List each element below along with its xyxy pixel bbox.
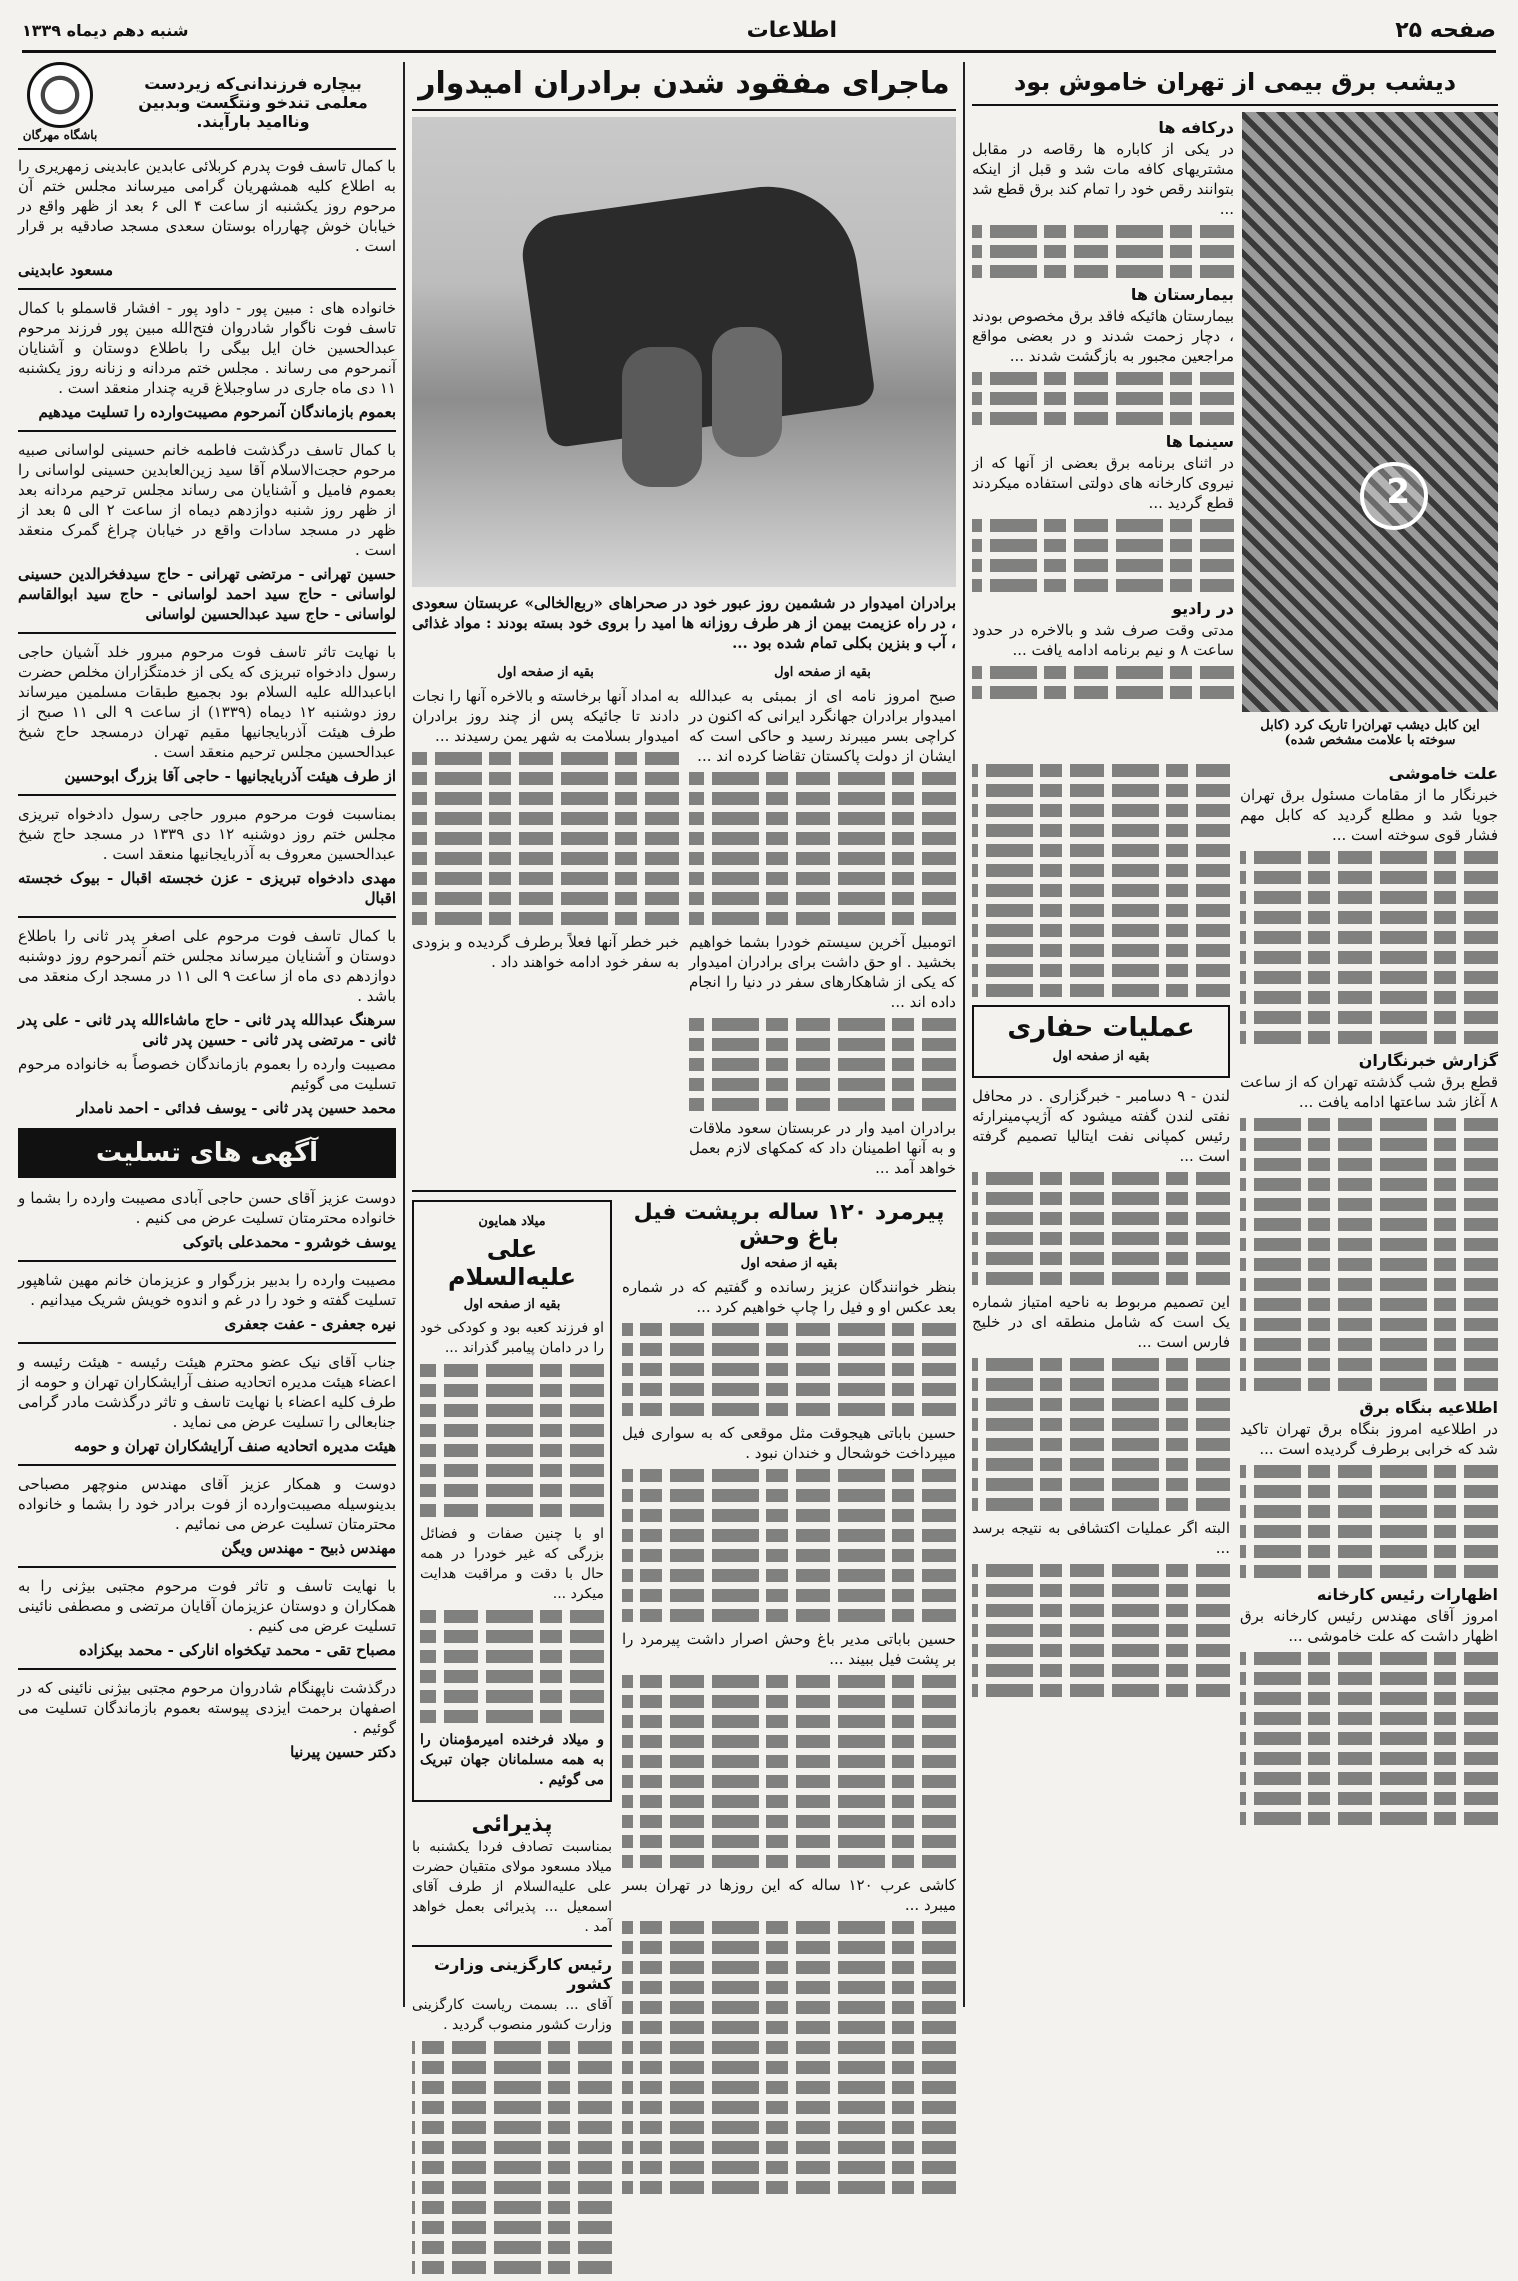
ad-signature: نیره جعفری - عفت جعفری bbox=[224, 1315, 396, 1333]
ali-birthday-box bbox=[412, 1200, 612, 1802]
ministry-headline: رئیس کارگزینی وزارت کشور bbox=[434, 1955, 612, 1993]
issue-date: شنبه دهم دیماه ۱۳۳۹ bbox=[22, 20, 189, 40]
section-title: اطلاعیه بنگاه برق bbox=[1359, 1398, 1498, 1417]
intro-line: وناامید بارآیند. bbox=[196, 111, 310, 131]
notice-text: با کمال تاسف فوت پدرم کربلائی عابدین عابدینی زمهریری را به اطلاع کلیه همشهریان گرامی میرساند مجلس ختم آن مرحوم روز یکشنبه از ساعت ۴ الی ۶ بعد از ظهر واقع در خیابان خوش چهارراه بوستان سعدی مسجد صادقیه بر قرار است . bbox=[18, 157, 396, 255]
person-shape bbox=[712, 327, 782, 457]
continued-label: بقیه از صفحه اول bbox=[774, 665, 871, 680]
ad-item bbox=[18, 1474, 396, 1558]
page-number: صفحه ۲۵ bbox=[1395, 17, 1496, 43]
outage-headline: دیشب برق بیمی از تهران خاموش بود bbox=[972, 62, 1498, 106]
notice-signature: سرهنگ عبدالله پدر ثانی - حاج ماشاءالله پدر ثانی - علی پدر ثانی - مرتضی پدر ثانی - حسین پدر ثانی bbox=[18, 1011, 396, 1049]
drilling-para: البته اگر عملیات اکتشافی به نتیجه برسد ... bbox=[972, 1519, 1230, 1557]
notice-text: بمناسبت فوت مرحوم مبرور حاجی رسول دادخواه تبریزی مجلس ختم روز دوشنبه ۱۲ دی ۱۳۳۹ در مسجد حاج شیخ عبدالحسین معروف به آذربایجانیها منعقد است . bbox=[18, 805, 396, 863]
ad-item bbox=[18, 1352, 396, 1456]
outage-story bbox=[972, 62, 1498, 2007]
elephant-para: حسین باباتی هیجوقت مثل موقعی که به سواری فیل میپرداخت خوشحال و خندان نبود . bbox=[622, 1424, 956, 1462]
drilling-subtitle: بقیه از صفحه اول bbox=[1052, 1049, 1150, 1064]
paper-name: اطلاعات bbox=[746, 17, 838, 43]
brothers-story-b bbox=[412, 659, 679, 1182]
section-text: قطع برق شب گذشته تهران که از ساعت ۸ آغاز شد ساعتها ادامه یافت ... bbox=[1240, 1073, 1498, 1111]
section-title: اظهارات رئیس کارخانه bbox=[1316, 1585, 1498, 1604]
notice-signature: از طرف هیئت آذربایجانیها - حاجی آقا بزرگ ابوحسین bbox=[64, 767, 396, 785]
brothers-photo bbox=[412, 117, 956, 587]
outage-photo-block bbox=[1242, 112, 1498, 754]
brothers-photo-caption: برادران امیدوار در ششمین روز عبور خود در صحراهای «ربع‌الخالی» عربستان سعودی ، در راه عزیمت بیمن از هر طرف روزانه ها امید را بروی خود بسته بودند : مواد غذائی ، آب و بنزین بکلی تمام شده بود ... bbox=[412, 594, 956, 652]
club-logo-block bbox=[18, 62, 102, 142]
person-shape bbox=[622, 347, 702, 487]
ad-text: مصیبت وارده را بدبیر بزرگوار و عزیزمان خانم مهین شاهپور تسلیت گفته و خود را در غم و اندوه خویش شریک میدانیم . bbox=[18, 1271, 396, 1309]
section-text: مدتی وقت صرف شد و بالاخره در حدود ساعت ۸ و نیم برنامه ادامه یافت ... bbox=[972, 621, 1234, 659]
section-title: گزارش خبرنگاران bbox=[1358, 1051, 1498, 1070]
masthead bbox=[22, 10, 1496, 53]
section-title: علت خاموشی bbox=[1388, 764, 1498, 783]
notice-signature: محمد حسین پدر ثانی - یوسف فدائی - احمد نامدار bbox=[77, 1099, 396, 1117]
notice-item bbox=[18, 298, 396, 422]
obituary-column bbox=[18, 62, 396, 2007]
ad-signature: مصباح تقی - محمد تیکخواه انارکی - محمد بیکزاده bbox=[78, 1641, 396, 1659]
ad-signature: یوسف خوشرو - محمدعلی باتوکی bbox=[182, 1233, 396, 1251]
story-para: به امداد آنها برخاسته و بالاخره آنها را نجات دادند تا جائیکه پس از چند روز برادران امیدوار بسلامت به شهر یمن رسیدند ... bbox=[412, 687, 679, 745]
section-text: امروز آقای مهندس رئیس کارخانه برق اظهار داشت که علت خاموشی ... bbox=[1240, 1607, 1498, 1645]
ad-signature: دکتر حسین پیرنیا bbox=[290, 1743, 396, 1761]
elephant-story bbox=[622, 1200, 956, 2281]
elephant-para: بنظر خوانندگان عزیز رسانده و گفتیم که در شماره بعد عکس او و فیل را چاپ خواهیم کرد ... bbox=[622, 1278, 956, 1316]
box-para: او فرزند کعبه بود و کودکی خود را در دامان پیامبر گذراند ... bbox=[420, 1320, 604, 1356]
ad-text: جناب آقای نیک عضو محترم هیئت رئیسه - هیئت رئیسه و اعضاء هیئت مدیره اتحادیه صنف آرایشکاران تهران و حومه از طرف کلیه اعضاء با نهایت تاسف و تاثر درگذشت مادر گرامی جنابعالی را تسلیت عرض می نماید . bbox=[18, 1353, 396, 1431]
ad-text: دوست و همکار عزیز آقای مهندس منوچهر مصباحی بدینوسیله مصیبت‌وارده از فوت برادر خود را بشما و خانواده محترمتان تسلیت عرض می نمائیم . bbox=[18, 1475, 396, 1533]
notice-text: با کمال تاسف فوت مرحوم علی اصغر پدر ثانی را باطلاع دوستان و آشنایان میرساند مجلس ختم آنمرحوم روز دوشنبه دوازدهم دی ماه از ساعت ۹ الی ۱۱ در مسجد ارک منعقد می باشد . bbox=[18, 927, 396, 1005]
notice-item bbox=[18, 156, 396, 280]
ad-item bbox=[18, 1576, 396, 1660]
drilling-para: این تصمیم مربوط به ناحیه امتیاز شماره یک است که شامل منطقه ای در خلیج فارس است ... bbox=[972, 1293, 1230, 1351]
notice-signature: حسین تهرانی - مرتضی تهرانی - حاج سیدفخرالدین حسینی لواسانی - حاج سید احمد لواسانی - حاج سید ابوالقاسم لواسانی - حاج سید عبدالحسین لواسانی bbox=[18, 565, 396, 623]
club-logo-icon bbox=[27, 62, 93, 128]
column-rule bbox=[403, 62, 405, 2007]
section-title: بیمارستان ها bbox=[1130, 285, 1234, 304]
drilling-para: لندن - ۹ دسامبر - خبرگزاری . در محافل نفتی لندن گفته میشود که آژیپ‌مینرارئه رئیس کمپانی نفت ایتالیا تصمیم گرفته است ... bbox=[972, 1087, 1230, 1165]
elephant-para: حسین باباتی مدیر باغ وحش اصرار داشت پیرمرد را بر پشت فیل ببیند ... bbox=[622, 1630, 956, 1668]
elephant-subtitle: بقیه از صفحه اول bbox=[740, 1256, 838, 1271]
outage-text-a bbox=[972, 112, 1234, 754]
club-name: باشگاه مهرگان bbox=[22, 128, 98, 142]
notice-item bbox=[18, 440, 396, 624]
section-text: در اطلاعیه امروز بنگاه برق تهران تاکید شد که خرابی برطرف گردیده است ... bbox=[1240, 1420, 1498, 1458]
notice-signature: بعموم بازماندگان آنمرحوم مصیبت‌وارده را تسلیت میدهیم bbox=[38, 403, 396, 421]
ad-signature: مهندس ذبیح - مهندس ویگن bbox=[221, 1539, 396, 1557]
notice-item bbox=[18, 642, 396, 786]
ad-text: درگذشت ناپهنگام شادروان مرحوم مجتبی بیژنی نائینی که در اصفهان برحمت ایزدی پیوسته بعموم بازماندگان تسلیت می گوئیم . bbox=[18, 1679, 396, 1737]
reception-text: بمناسبت تصادف فردا یکشنبه با میلاد مسعود مولای متقیان حضرت علی علیه‌السلام از طرف آقای اسمعیل ... پذیرائی بعمل خواهد آمد . bbox=[412, 1839, 612, 1935]
brothers-story-a bbox=[689, 659, 956, 1182]
outage-photo-caption: این کابل دیشب تهران‌را تاریک کرد (کابل سوخته با علامت مشخص شده) bbox=[1260, 718, 1480, 748]
cable-photo bbox=[1242, 112, 1498, 712]
box-para: او با چنین صفات و فضائل بزرگی که غیر خودرا در همه حال با دقت و مراقبت هدایت میکرد ... bbox=[420, 1526, 604, 1602]
ad-text: دوست عزیز آقای حسن حاجی آبادی مصیبت وارده را بشما و خانواده محترمتان تسلیت عرض می کنیم . bbox=[18, 1189, 396, 1227]
box-subtitle: بقیه از صفحه اول bbox=[463, 1297, 561, 1312]
intro-notice bbox=[110, 74, 396, 131]
notice-text: خانواده های : مبین پور - داود پور - افشار قاسملو با کمال تاسف فوت ناگوار شادروان فتح‌الله مبین پور فرزند مرحوم عبدالحسین خان ایل بیگی را باطلاع دوستان و آشنایان آنمرحوم می رساند . مجلس ختم مردانه و زنانه روز یکشنبه ۱۱ دی ماه جاری در ساوجبلاغ قریه چندار منعقد است . bbox=[18, 299, 396, 397]
story-para: صبح امروز نامه ای از بمبئی به عبدالله امیدوار برادران جهانگرد ایرانی که اکنون در کراچی بسر میبرند رسید و حاکی است که ایشان از دولت پاکستان تقاضا کرده اند ... bbox=[689, 687, 956, 765]
section-title: درکافه ها bbox=[1158, 118, 1234, 137]
notice-item bbox=[18, 926, 396, 1050]
brothers-headline: ماجرای مفقود شدن برادران امیدوار bbox=[412, 62, 956, 111]
notice-text: مصیبت وارده را بعموم بازماندگان خصوصاً به خانواده مرحوم تسلیت می گوئیم bbox=[18, 1055, 396, 1093]
notice-signature: مهدی دادخواه تبریزی - عزن خجسته اقبال - بیوک خجسته اقبال bbox=[18, 869, 396, 907]
intro-line: معلمی تندخو ونتگست وبدبین bbox=[138, 92, 368, 112]
story-para: اتومبیل آخرین سیستم خودرا بشما خواهیم بخشید . او حق داشت برای برادران امیدوار که یکی از شاهکارهای سفر در دنیا را انجام داده اند ... bbox=[689, 933, 956, 1011]
elephant-headline: پیرمرد ۱۲۰ ساله برپشت فیل باغ وحش bbox=[633, 1200, 945, 1250]
middle-left-subcolumn bbox=[412, 1200, 612, 2281]
section-text: در یکی از کاباره ها رقاصه در مقابل مشتریهای کافه مات شد و قبل از اینکه بتوانند رقص خود را تمام کند برق قطع شد ... bbox=[972, 140, 1234, 218]
reception-headline: پذیرائی bbox=[471, 1812, 553, 1837]
elephant-para: کاشی عرب ۱۲۰ ساله که این روزها در تهران بسر میبرد ... bbox=[622, 1876, 957, 1914]
section-title: سینما ها bbox=[1165, 432, 1234, 451]
drilling-headline: عملیات حفاری bbox=[1007, 1013, 1195, 1043]
story-para: خبر خطر آنها فعلاً برطرف گردیده و بزودی به سفر خود ادامه خواهند داد . bbox=[412, 933, 679, 971]
intro-line: بیچاره فرزندانی‌که زیردست bbox=[144, 73, 362, 93]
ads-title: آگهی های تسلیت bbox=[95, 1138, 319, 1168]
box-name: علی علیه‌السلام bbox=[447, 1235, 576, 1291]
section-title: در رادیو bbox=[1172, 599, 1234, 618]
notice-text: با نهایت تاثر تاسف فوت مرحوم مبرور خلد آشیان حاجی رسول دادخواه تبریزی که یکی از خدمتگزاران مخلص حضرت اباعبدالله علیه السلام بود بجمیع طبقات مسلمین میرساند روز دوشنبه ۱۲ دیماه (۱۳۳۹) از ساعت ۹ الی ۱۱ صبح از طرف هیئت آذربایجانیها مقیم تهران درمسجد حاج شیخ عبدالحسین مجلس ترحیم منعقد است . bbox=[18, 643, 397, 761]
condolence-ads-banner bbox=[18, 1128, 396, 1178]
ad-item bbox=[18, 1678, 396, 1762]
ad-item bbox=[18, 1188, 396, 1252]
box-footer: و میلاد فرخنده امیرمؤمنان را به همه مسلمانان جهان تبریک می گوئیم . bbox=[420, 1732, 604, 1788]
continued-label: بقیه از صفحه اول bbox=[497, 665, 594, 680]
section-text: در اثنای برنامه برق بعضی از آنها که از نیروی کارخانه های دولتی استفاده میکردند قطع گردید ... bbox=[972, 454, 1234, 512]
ministry-text: آقای ... بسمت ریاست کارگزینی وزارت کشور منصوب گردید . bbox=[412, 1997, 612, 2033]
ad-text: با نهایت تاسف و تاثر فوت مرحوم مجتبی بیژنی را به همکاران و دوستان عزیزمان آقایان مرتضی و مصطفی نائینی تسلیت عرض می کنیم . bbox=[18, 1577, 396, 1635]
notice-text: با کمال تاسف درگذشت فاطمه خانم حسینی لواسانی صبیه مرحوم حجت‌الاسلام آقا سید زین‌العابدین حسینی لواسانی را بعموم فامیل و آشنایان می رساند مجلس ترحیم مردانه بعد از ظهر روز شنبه دوازدهم دیماه از ساعت ۲ الی ۵ بعد از ظهر در مسجد سادات واقع در خیابان چراغ گمرک منعقد است . bbox=[18, 441, 396, 559]
notice-item bbox=[18, 1054, 396, 1118]
story-para: برادران امید وار در عربستان سعود ملاقات و به آنها اطمینان داد که کمکهای لازم بعمل خواهد آمد ... bbox=[689, 1119, 956, 1177]
notice-item bbox=[18, 804, 396, 908]
outage-text-b bbox=[1240, 758, 1498, 1832]
drilling-story bbox=[972, 758, 1230, 1832]
middle-section bbox=[412, 62, 957, 2033]
ad-item bbox=[18, 1270, 396, 1334]
column-rule bbox=[963, 62, 965, 2007]
ad-signature: هیئت مدیره اتحادیه صنف آرایشکاران تهران و حومه bbox=[73, 1437, 396, 1455]
box-title: میلاد همایون bbox=[478, 1214, 546, 1229]
section-text: بیمارستان هائیکه فاقد برق مخصوص بودند ، دچار زحمت شدند و در بعضی مواقع مراجعین مجبور به بازگشت شدند ... bbox=[972, 307, 1234, 365]
photo-marker-label: 2 bbox=[1386, 472, 1410, 512]
section-text: خبرنگار ما از مقامات مسئول برق تهران جویا شد و مطلع گردید که کابل مهم فشار قوی سوخته است ... bbox=[1240, 786, 1498, 844]
notice-signature: مسعود عابدینی bbox=[18, 261, 114, 279]
